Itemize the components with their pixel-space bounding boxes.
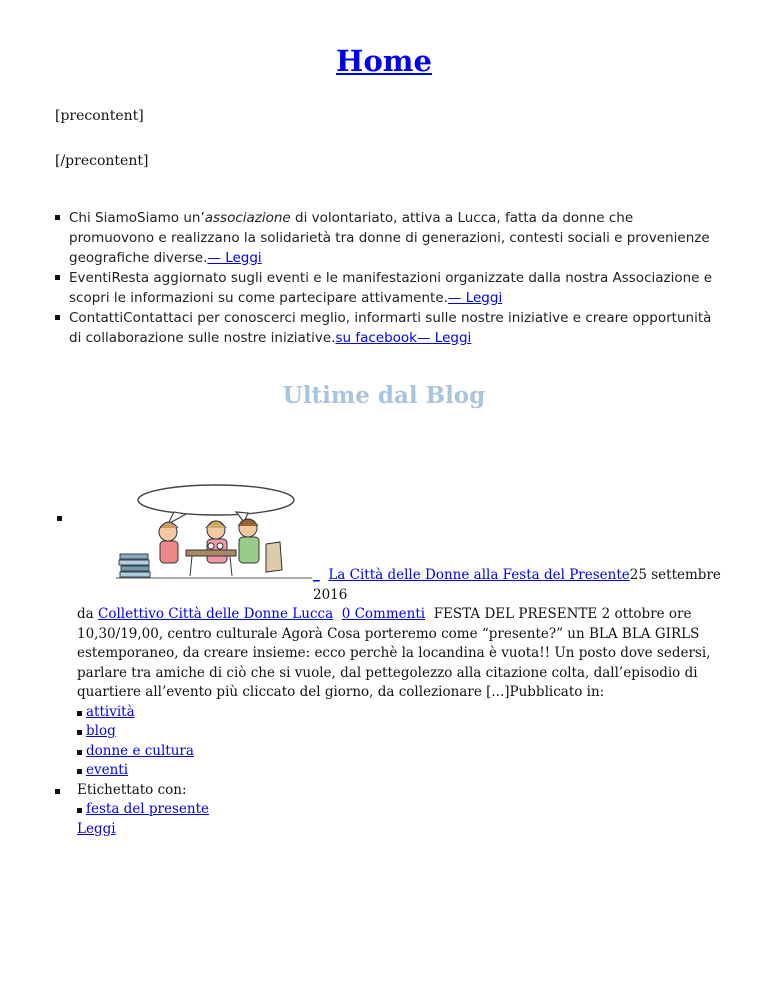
page-title [0,44,768,78]
read-more-link[interactable]: — Leggi [207,250,262,266]
category-item [77,722,727,742]
bullet-icon [55,215,60,220]
blog-section-title: Ultime dal Blog [282,382,486,409]
bullet-icon [77,750,82,755]
feature-item-chi-siamo [55,208,715,268]
bullet-icon [55,789,60,794]
feature-text: Contattaci per conoscerci meglio, informarti sulle nostre iniziative e creare opportunità di collaborazione sulle nostre iniziative. [69,310,712,346]
post-author-link[interactable]: Collettivo Città delle Donne Lucca [97,606,334,622]
category-link[interactable]: eventi [86,762,129,778]
home-link[interactable]: Home [336,44,432,78]
post-comments-link[interactable]: 0 Commenti [341,606,426,622]
category-item [77,742,727,762]
published-in-label: Pubblicato in: [509,684,605,700]
bullet-icon [77,808,82,813]
post-read-more-link[interactable]: Leggi [77,820,116,837]
bullet-icon [55,275,60,280]
feature-name: Eventi [69,270,112,286]
precontent-close: [/precontent] [55,153,149,169]
category-item [77,761,727,781]
post-title-link[interactable]: La Città delle Donne alla Festa del Presente [328,567,630,583]
feature-name: Contatti [69,310,124,326]
tagged-with-label: Etichettato con: [77,781,187,798]
post-date: 25 settembre 2016 [313,567,721,603]
feature-item-contatti [55,308,715,348]
category-list [77,703,727,781]
feature-item-eventi [55,268,715,308]
precontent-open: [precontent] [55,108,144,124]
facebook-read-more-link[interactable]: su facebook— Leggi [335,330,472,346]
post-excerpt: FESTA DEL PRESENTE 2 ottobre ore 10,30/19,00, centro culturale Agorà Cosa porteremo come “presente?” un BLA BLA GIRLS estemporaneo, da creare insieme: ecco perchè la locandina è vuota!! Un posto dove sedersi, parlare tra amiche di ciò che si vuole, dal pettegolezzo alla citazione colta, dall’episodio di quartiere all’evento più cliccato del giorno, da collezionare [...] [77,606,711,700]
post-by-label: da [77,606,98,622]
tag-list [77,800,727,820]
read-more-link[interactable]: — Leggi [447,290,503,306]
bullet-icon [55,315,60,320]
blog-post [77,566,727,839]
tag-link[interactable]: festa del presente [86,801,210,817]
tags-section [55,781,727,820]
bullet-icon [77,711,82,716]
category-item [77,703,727,723]
feature-text: di volontariato, attiva a Lucca, fatta da donne che promuovono e realizzano la solidarietà tra donne di generazioni, contesti sociali e provenienze geografiche diverse. [69,210,710,266]
category-link[interactable]: donne e cultura [86,742,194,759]
bullet-icon [57,516,62,521]
tag-item [77,800,727,820]
bullet-icon [77,730,82,735]
bullet-icon [77,769,82,774]
category-link[interactable]: attività [86,703,135,720]
category-link[interactable]: blog [86,723,116,739]
features-list [55,208,715,348]
feature-text-italic: associazione [204,210,291,226]
feature-name: Chi Siamo [69,210,138,226]
feature-text: Resta aggiornato sugli eventi e le manifestazioni organizzate dalla nostra Associazione e scopri le informazioni su come partecipare attivamente. [69,270,713,306]
feature-text: Siamo un’ [137,210,205,226]
post-image-link[interactable]: _ [313,567,320,583]
